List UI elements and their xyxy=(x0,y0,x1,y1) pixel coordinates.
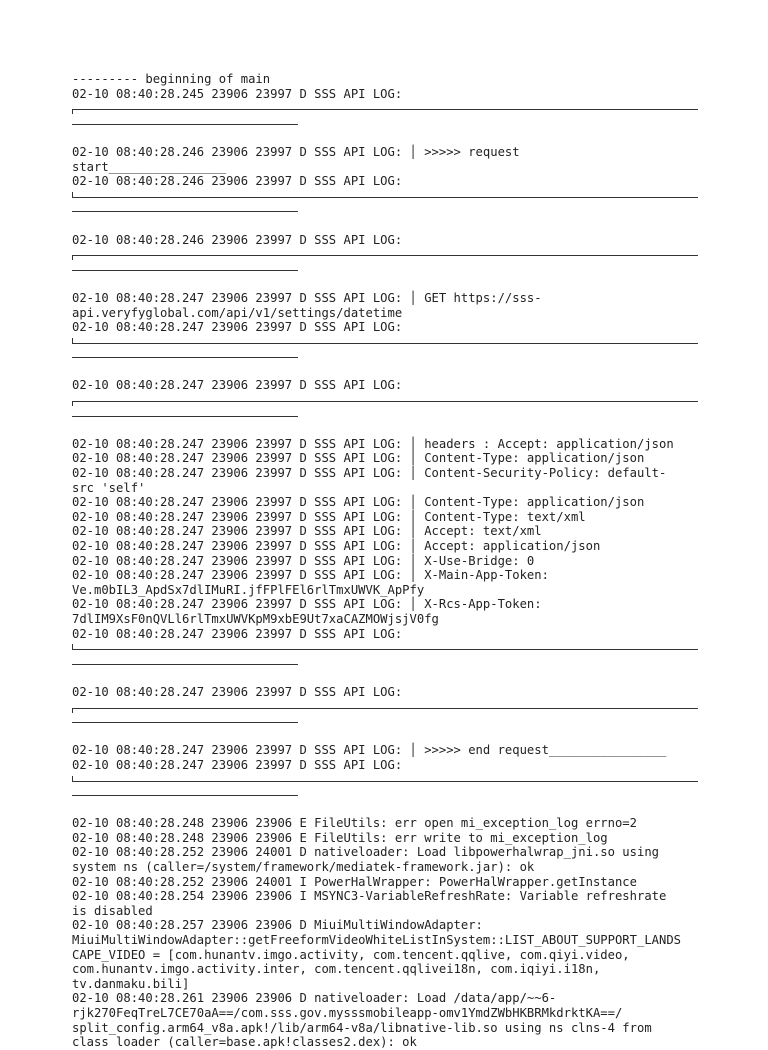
box-top-border xyxy=(72,101,702,116)
log-line: 02-10 08:40:28.252 23906 24001 D nativeloader: Load libpowerhalwrap_jni.so using xyxy=(72,845,659,860)
log-line-wrap: class loader (caller=base.apk!classes2.dex): ok xyxy=(72,1035,417,1050)
log-line-block3-open: 02-10 08:40:28.247 23906 23997 D SSS API LOG: xyxy=(72,378,403,393)
log-line-block4-open: 02-10 08:40:28.247 23906 23997 D SSS API LOG: xyxy=(72,684,403,699)
log-line: 02-10 08:40:28.254 23906 23906 I MSYNC3-VariableRefreshRate: Variable refreshrate xyxy=(72,889,667,904)
box-top-border xyxy=(72,393,702,408)
log-line-block4-close: 02-10 08:40:28.247 23906 23997 D SSS API LOG: xyxy=(72,757,403,772)
log-line-block1-close: 02-10 08:40:28.246 23906 23997 D SSS API LOG: xyxy=(72,174,403,189)
log-line-wrap: split_config.arm64_v8a.apk!/lib/arm64-v8a/libnative-lib.so using ns clns-4 from xyxy=(72,1020,652,1035)
log-header: --------- beginning of main xyxy=(72,72,271,86)
log-line-token-wrap: Ve.m0bIL3_ApdSx7dlIMuRI.jfFPlFEl6rlTmxUWVK_ApPfy xyxy=(72,582,425,597)
log-line-wrap: is disabled xyxy=(72,903,153,918)
box-top-border xyxy=(72,247,702,262)
box-top-border xyxy=(72,700,702,715)
log-line-header: 02-10 08:40:28.247 23906 23997 D SSS API LOG: │ Content-Type: application/json xyxy=(72,451,645,466)
box-top-border-tail xyxy=(72,116,702,131)
box-bottom-border xyxy=(72,189,702,204)
box-bottom-border xyxy=(72,335,702,350)
log-line-header: 02-10 08:40:28.247 23906 23997 D SSS API LOG: │ headers : Accept: application/json xyxy=(72,436,674,451)
box-bottom-border-tail xyxy=(72,656,702,671)
log-line-end-request: 02-10 08:40:28.247 23906 23997 D SSS API LOG: │ >>>>> end request________________ xyxy=(72,743,667,758)
log-line: 02-10 08:40:28.248 23906 23906 E FileUtils: err write to mi_exception_log xyxy=(72,830,608,845)
log-line-wrap: CAPE_VIDEO = [com.hunantv.imgo.activity, com.tencent.qqlive, com.qiyi.video, xyxy=(72,947,630,962)
log-line-get-url-wrap: api.veryfyglobal.com/api/v1/settings/datetime xyxy=(72,305,403,320)
box-bottom-border xyxy=(72,641,702,656)
log-line-header: 02-10 08:40:28.247 23906 23997 D SSS API LOG: │ X-Rcs-App-Token: xyxy=(72,597,542,612)
log-line-wrap: rjk270FeqTreL7CE70aA==/com.sss.gov.mysssmobileapp-omv1YmdZWbHKBRMkdrktKA==/ xyxy=(72,1006,623,1020)
log-line-header: 02-10 08:40:28.247 23906 23997 D SSS API LOG: │ Accept: text/xml xyxy=(72,524,542,539)
log-line: 02-10 08:40:28.248 23906 23906 E FileUtils: err open mi_exception_log errno=2 xyxy=(72,816,637,831)
log-line-block2-close: 02-10 08:40:28.247 23906 23997 D SSS API LOG: xyxy=(72,320,403,335)
box-top-border-tail xyxy=(72,262,702,277)
log-line-header: 02-10 08:40:28.247 23906 23997 D SSS API LOG: │ Content-Type: application/json xyxy=(72,495,645,510)
log-line-wrap: tv.danmaku.bili] xyxy=(72,976,190,991)
log-line-block1-open: 02-10 08:40:28.245 23906 23997 D SSS API LOG: xyxy=(72,86,403,101)
log-line-block3-close: 02-10 08:40:28.247 23906 23997 D SSS API LOG: xyxy=(72,626,403,641)
log-line-request-start: 02-10 08:40:28.246 23906 23997 D SSS API LOG: │ >>>>> request xyxy=(72,144,520,159)
log-line-wrap: com.hunantv.imgo.activity.inter, com.tencent.qqlivei18n, com.iqiyi.i18n, xyxy=(72,962,601,977)
log-line-header: 02-10 08:40:28.247 23906 23997 D SSS API LOG: │ Content-Security-Policy: default- xyxy=(72,466,667,481)
box-bottom-border-tail xyxy=(72,787,702,802)
log-line-header: 02-10 08:40:28.247 23906 23997 D SSS API LOG: │ Accept: application/json xyxy=(72,539,601,553)
box-top-border-tail xyxy=(72,714,702,729)
log-line-header: 02-10 08:40:28.247 23906 23997 D SSS API LOG: │ Content-Type: text/xml xyxy=(72,509,586,524)
log-line: 02-10 08:40:28.252 23906 24001 I PowerHalWrapper: PowerHalWrapper.getInstance xyxy=(72,874,637,889)
log-line-request-start-wrap: start________________ xyxy=(72,159,227,174)
box-bottom-border xyxy=(72,773,702,788)
log-line: 02-10 08:40:28.261 23906 23906 D nativeloader: Load /data/app/~~6- xyxy=(72,991,557,1006)
box-top-border-tail xyxy=(72,408,702,423)
log-line-wrap: MiuiMultiWindowAdapter::getFreeformVideoWhiteListInSystem::LIST_ABOUT_SUPPORT_LANDS xyxy=(72,933,682,948)
log-line-header: 02-10 08:40:28.247 23906 23997 D SSS API LOG: │ X-Main-App-Token: xyxy=(72,568,549,583)
box-bottom-border-tail xyxy=(72,203,702,218)
log-line-header: 02-10 08:40:28.247 23906 23997 D SSS API LOG: │ X-Use-Bridge: 0 xyxy=(72,553,535,568)
log-document xyxy=(72,72,702,1050)
log-line-header-wrap: src 'self' xyxy=(72,480,146,495)
log-line-get-url: 02-10 08:40:28.247 23906 23997 D SSS API LOG: │ GET https://sss- xyxy=(72,290,542,305)
log-line-block2-open: 02-10 08:40:28.246 23906 23997 D SSS API LOG: xyxy=(72,232,403,247)
log-line-wrap: system ns (caller=/system/framework/mediatek-framework.jar): ok xyxy=(72,860,535,875)
log-line: 02-10 08:40:28.257 23906 23906 D MiuiMultiWindowAdapter: xyxy=(72,918,483,933)
log-line-token-wrap: 7dlIM9XsF0nQVLl6rlTmxUWVKpM9xbE9Ut7xaCAZMOWjsjV0fg xyxy=(72,611,439,626)
box-bottom-border-tail xyxy=(72,349,702,364)
